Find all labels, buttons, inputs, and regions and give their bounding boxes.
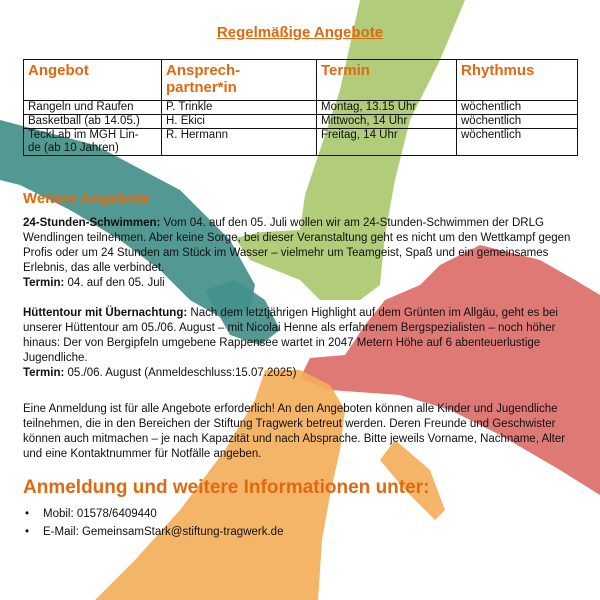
swim-text: Vom 04. auf den 05. Juli wollen wir am 24-Stunden-Schwimmen der DRLG Wendlingen teilnehmen. Aber keine Sorge, bei dieser Veranstaltung geht es nicht um den Wettkampf gegen Profis oder um 24 Stunden am Stück im Wasser – vielmehr um Teamgeist, Spaß und ein gemeinsames Erlebnis, das alle verbindet. bbox=[23, 217, 571, 274]
table-cell: wöchentlich bbox=[457, 115, 578, 129]
table-cell: P. Trinkle bbox=[162, 101, 317, 115]
table-header-row bbox=[24, 60, 578, 101]
table-cell: Basketball (ab 14.05.) bbox=[24, 115, 162, 129]
swim-paragraph bbox=[23, 216, 579, 291]
bullet-icon: • bbox=[25, 526, 30, 538]
table-cell: Rangeln und Raufen bbox=[24, 101, 162, 115]
contact-mobile-text: Mobil: 01578/6409440 bbox=[43, 508, 157, 520]
offers-table bbox=[23, 59, 578, 156]
table-cell: H. Ekici bbox=[162, 115, 317, 129]
more-offers-heading: Weitere Angebote bbox=[23, 190, 150, 207]
swim-title: 24-Stunden-Schwimmen: bbox=[23, 217, 161, 229]
table-cell: R. Hermann bbox=[162, 129, 317, 156]
contact-email[interactable] bbox=[23, 523, 283, 541]
table-row bbox=[24, 101, 578, 115]
bullet-icon: • bbox=[25, 508, 30, 520]
swim-date-label: Termin: bbox=[23, 277, 65, 289]
table-cell: Montag, 13.15 Uhr bbox=[317, 101, 457, 115]
page-title: Regelmäßige Angebote bbox=[216, 24, 384, 41]
header-rhythmus: Rhythmus bbox=[457, 60, 578, 101]
table-cell: wöchentlich bbox=[457, 129, 578, 156]
header-termin: Termin bbox=[317, 60, 457, 101]
table-cell: wöchentlich bbox=[457, 101, 578, 115]
hut-paragraph bbox=[23, 306, 579, 381]
signup-paragraph: Eine Anmeldung ist für alle Angebote erforderlich! An den Angeboten können alle Kinder und Jugendliche teilnehmen, die in den Bereichen der Stiftung Tragwerk betreut werden. Deren Freunde und Geschwister können auch mitmachen – je nach Kapazität und nach Absprache. Bitte jeweils Vorname, Nachname, Alter und eine Kontaktnummer für Notfälle angeben. bbox=[23, 403, 566, 460]
hut-text: Nach dem letztjährigen Highlight auf dem Grünten im Allgäu, geht es bei unserer Hüttentour am 05./06. August – mit Nicolai Henne als erfahrenem Bergspezialisten – noch höher hinaus: Der von Bergipfeln umgebene Rappensee wartet in 2047 Metern Höhe auf 6 abenteuerlustige Jugendliche. bbox=[23, 307, 558, 364]
contact-heading: Anmeldung und weitere Informationen unter: bbox=[23, 477, 430, 498]
header-ansprechpartner: Ansprech- partner*in bbox=[162, 60, 317, 101]
table-cell: Freitag, 14 Uhr bbox=[317, 129, 457, 156]
hut-date-label: Termin: bbox=[23, 367, 65, 379]
header-angebot: Angebot bbox=[24, 60, 162, 101]
contact-list bbox=[23, 505, 283, 541]
table-cell: TeckLab im MGH Lin- de (ab 10 Jahren) bbox=[24, 129, 162, 156]
table-row bbox=[24, 129, 578, 156]
table-row bbox=[24, 115, 578, 129]
swim-date-value: 04. auf den 05. Juli bbox=[64, 277, 165, 289]
table-cell: Mittwoch, 14 Uhr bbox=[317, 115, 457, 129]
contact-mobile bbox=[23, 505, 283, 523]
contact-email-text[interactable]: E-Mail: GemeinsamStark@stiftung-tragwerk.de bbox=[43, 526, 284, 538]
hut-title: Hüttentour mit Übernachtung: bbox=[23, 307, 188, 319]
hut-date-value: 05./06. August (Anmeldeschluss:15.07.2025) bbox=[64, 367, 297, 379]
